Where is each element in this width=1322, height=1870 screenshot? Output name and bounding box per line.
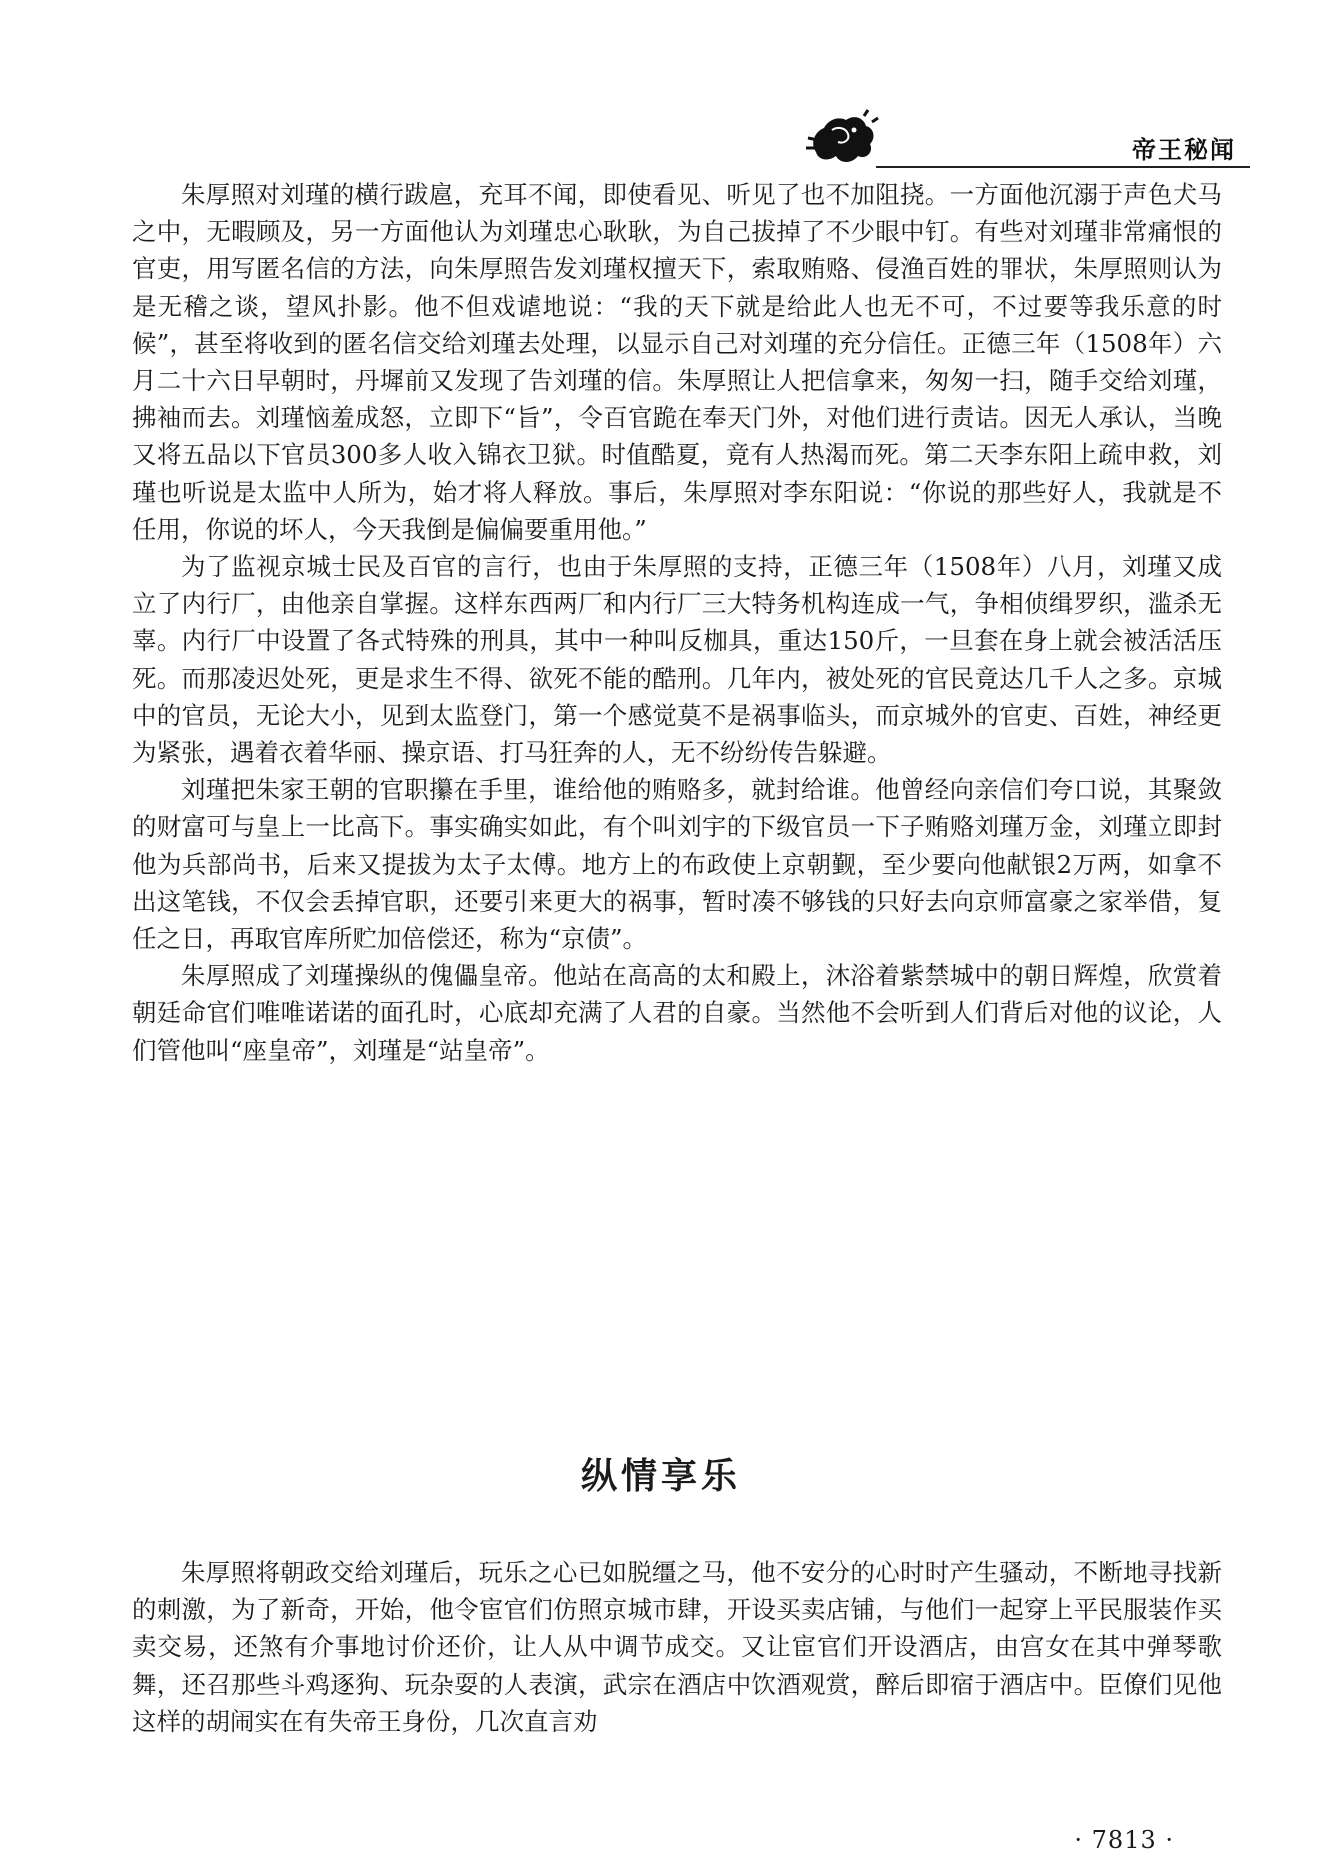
page-header (790, 108, 1250, 170)
section-title: 纵情享乐 (580, 1456, 741, 1497)
paragraph: 刘瑾把朱家王朝的官职攥在手里，谁给他的贿赂多，就封给谁。他曾经向亲信们夸口说，其聚敛的财富可与皇上一比高下。事实确实如此，有个叫刘宇的下级官员一下子贿赂刘瑾万金，刘瑾立即封他为兵部尚书，后来又提拔为太子太傅。地方上的布政使上京朝觐，至少要向他献银2万两，如拿不出这笔钱，不仅会丢掉官职，还要引来更大的祸事，暂时凑不够钱的只好去向京师富豪之家举借，复任之日，再取官库所贮加倍偿还，称为“京债”。 (132, 775, 1222, 954)
section-body-text (132, 1554, 1222, 1740)
paragraph: 朱厚照对刘瑾的横行跋扈，充耳不闻，即使看见、听见了也不加阻挠。一方面他沉溺于声色犬马之中，无暇顾及，另一方面他认为刘瑾忠心耿耿，为自己拔掉了不少眼中钉。有些对刘瑾非常痛恨的官吏，用写匿名信的方法，向朱厚照告发刘瑾权擅天下，索取贿赂、侵渔百姓的罪状，朱厚照则认为是无稽之谈，望风扑影。他不但戏谑地说：“我的天下就是给此人也无不可，不过要等我乐意的时候”，甚至将收到的匿名信交给刘瑾去处理，以显示自己对刘瑾的充分信任。正德三年（1508年）六月二十六日早朝时，丹墀前又发现了告刘瑾的信。朱厚照让人把信拿来，匆匆一扫，随手交给刘瑾，拂袖而去。刘瑾恼羞成怒，立即下“旨”，令百官跪在奉天门外，对他们进行责诘。因无人承认，当晚又将五品以下官员300多人收入锦衣卫狱。时值酷夏，竟有人热渴而死。第二天李东阳上疏申救，刘瑾也听说是太监中人所为，始才将人释放。事后，朱厚照对李东阳说：“你说的那些好人，我就是不任用，你说的坏人，今天我倒是偏偏要重用他。” (132, 180, 1222, 544)
body-text (132, 176, 1222, 1069)
page-number: · 7813 · (1074, 1826, 1174, 1854)
running-title: 帝王秘闻 (1132, 136, 1236, 164)
paragraph: 为了监视京城士民及百官的言行，也由于朱厚照的支持，正德三年（1508年）八月，刘瑾又成立了内行厂，由他亲自掌握。这样东西两厂和内行厂三大特务机构连成一气，争相侦缉罗织，滥杀无辜。内行厂中设置了各式特殊的刑具，其中一种叫反枷具，重达150斤，一旦套在身上就会被活活压死。而那凌迟处死，更是求生不得、欲死不能的酷刑。几年内，被处死的官民竟达几千人之多。京城中的官员，无论大小，见到太监登门，第一个感觉莫不是祸事临头，而京城外的官吏、百姓，神经更为紧张，遇着衣着华丽、操京语、打马狂奔的人，无不纷纷传告躲避。 (132, 552, 1222, 768)
dragon-emblem-icon (802, 108, 882, 170)
paragraph: 朱厚照将朝政交给刘瑾后，玩乐之心已如脱缰之马，他不安分的心时时产生骚动，不断地寻找新的刺激，为了新奇，开始，他令宦官们仿照京城市肆，开设买卖店铺，与他们一起穿上平民服装作买卖交易，还煞有介事地讨价还价，让人从中调节成交。又让宦官们开设酒店，由宫女在其中弹琴歌舞，还召那些斗鸡逐狗、玩杂耍的人表演，武宗在酒店中饮酒观赏，醉后即宿于酒店中。臣僚们见他这样的胡闹实在有失帝王身份，几次直言劝 (132, 1558, 1222, 1736)
paragraph: 朱厚照成了刘瑾操纵的傀儡皇帝。他站在高高的太和殿上，沐浴着紫禁城中的朝日辉煌，欣赏着朝廷命官们唯唯诺诺的面孔时，心底却充满了人君的自豪。当然他不会听到人们背后对他的议论，人们管他叫“座皇帝”，刘瑾是“站皇帝”。 (132, 961, 1222, 1065)
header-rule (876, 166, 1250, 168)
